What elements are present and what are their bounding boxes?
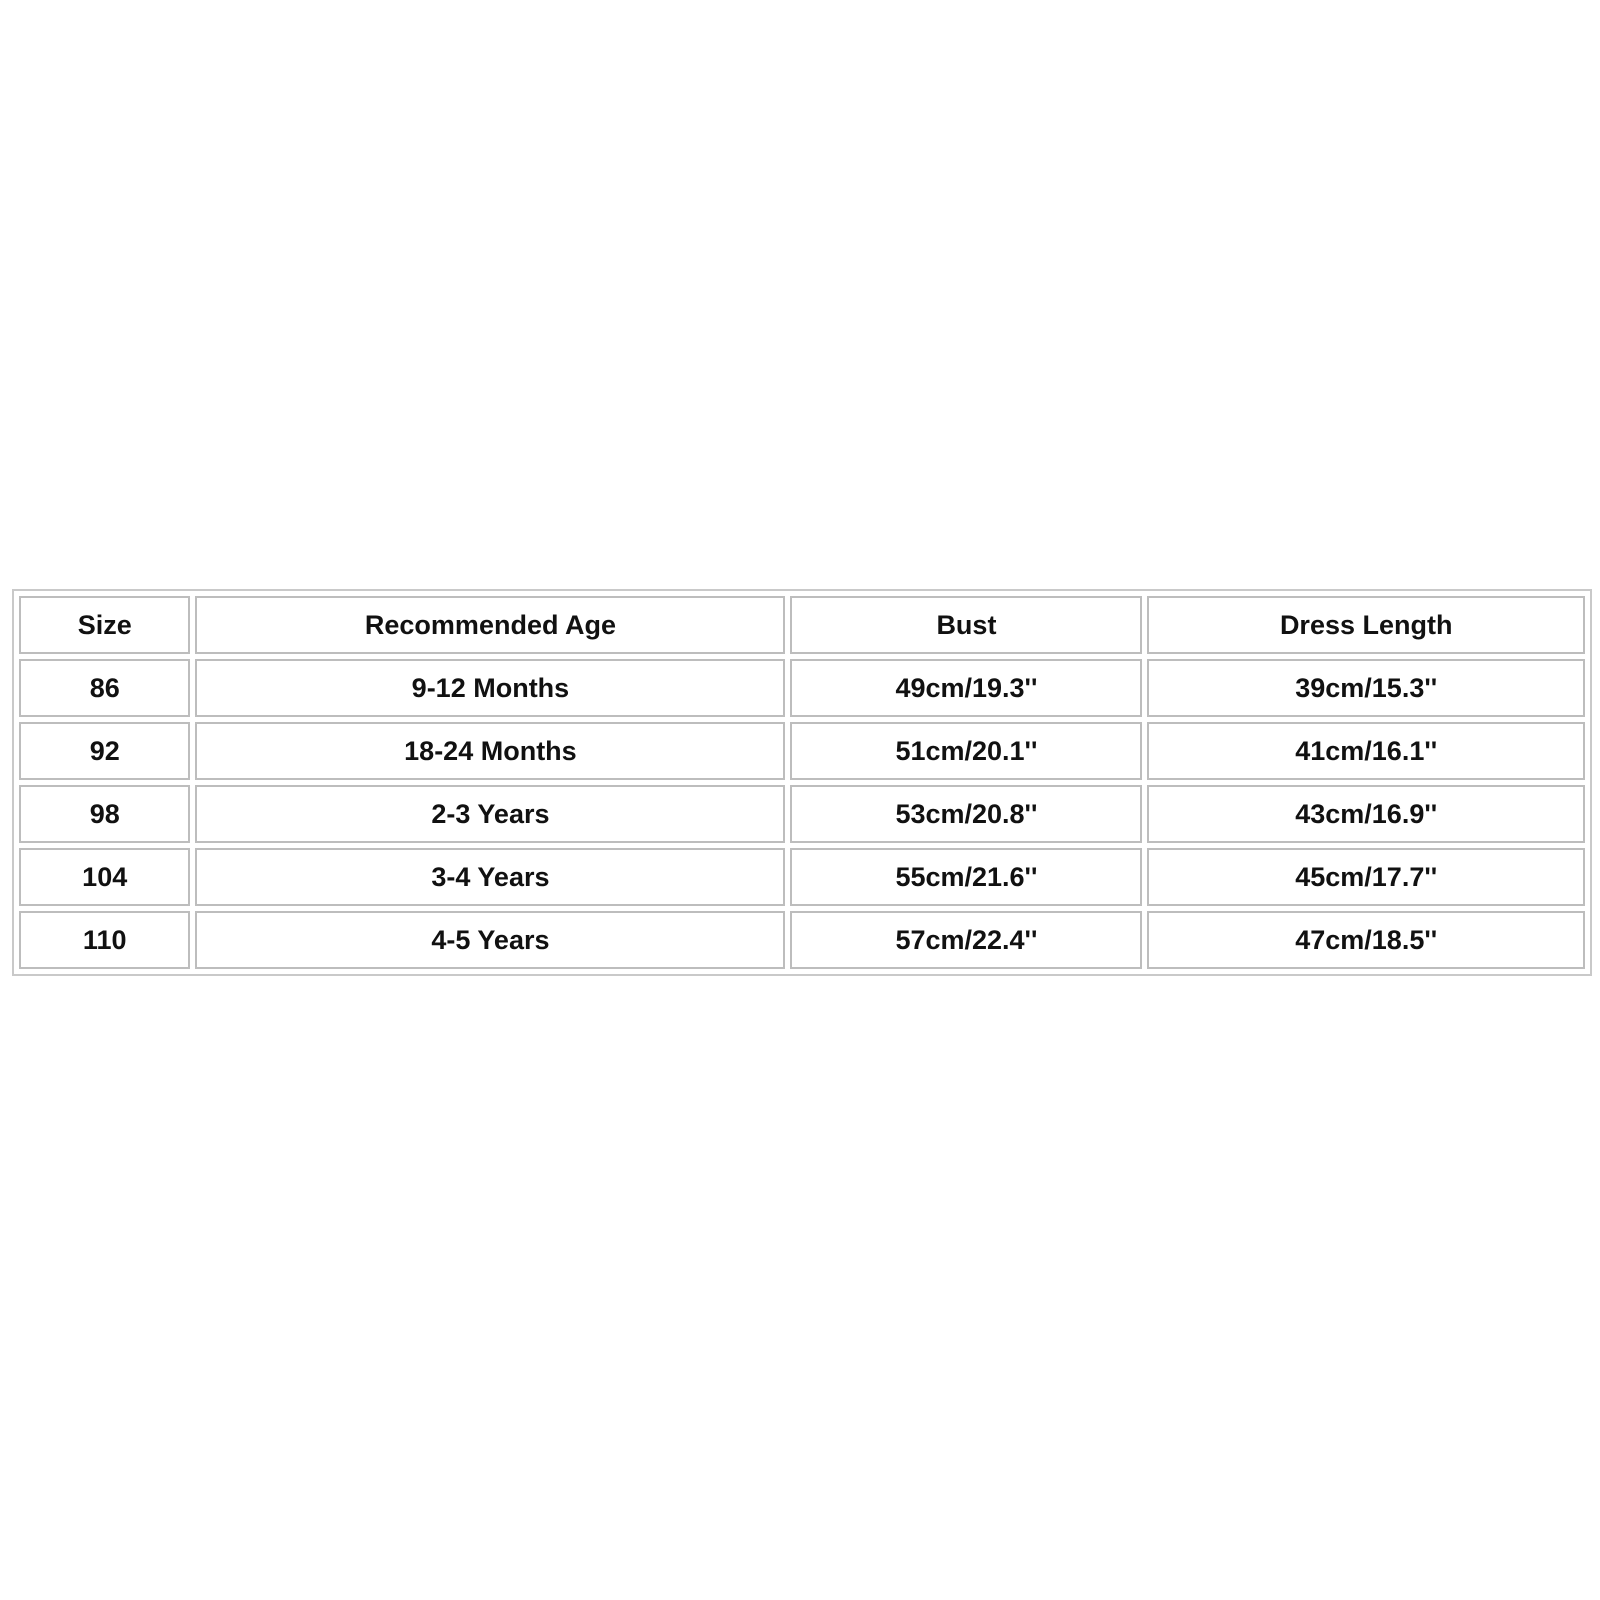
header-size: Size [19, 596, 190, 654]
cell-size: 110 [19, 911, 190, 969]
cell-recommended-age: 4-5 Years [195, 911, 785, 969]
header-bust: Bust [790, 596, 1142, 654]
cell-size: 104 [19, 848, 190, 906]
cell-size: 92 [19, 722, 190, 780]
size-chart-table [12, 589, 1592, 976]
cell-size: 98 [19, 785, 190, 843]
header-dress-length: Dress Length [1147, 596, 1585, 654]
cell-bust: 51cm/20.1'' [790, 722, 1142, 780]
cell-recommended-age: 18-24 Months [195, 722, 785, 780]
cell-dress-length: 45cm/17.7'' [1147, 848, 1585, 906]
cell-bust: 49cm/19.3'' [790, 659, 1142, 717]
cell-size: 86 [19, 659, 190, 717]
size-chart-body [19, 659, 1585, 969]
table-row [19, 722, 1585, 780]
cell-bust: 53cm/20.8'' [790, 785, 1142, 843]
table-row [19, 785, 1585, 843]
table-row [19, 848, 1585, 906]
table-row [19, 659, 1585, 717]
cell-dress-length: 39cm/15.3'' [1147, 659, 1585, 717]
cell-dress-length: 43cm/16.9'' [1147, 785, 1585, 843]
table-row [19, 911, 1585, 969]
cell-recommended-age: 2-3 Years [195, 785, 785, 843]
cell-bust: 57cm/22.4'' [790, 911, 1142, 969]
header-row [19, 596, 1585, 654]
header-recommended-age: Recommended Age [195, 596, 785, 654]
cell-dress-length: 41cm/16.1'' [1147, 722, 1585, 780]
cell-dress-length: 47cm/18.5'' [1147, 911, 1585, 969]
cell-bust: 55cm/21.6'' [790, 848, 1142, 906]
cell-recommended-age: 3-4 Years [195, 848, 785, 906]
cell-recommended-age: 9-12 Months [195, 659, 785, 717]
size-chart-header [19, 596, 1585, 654]
